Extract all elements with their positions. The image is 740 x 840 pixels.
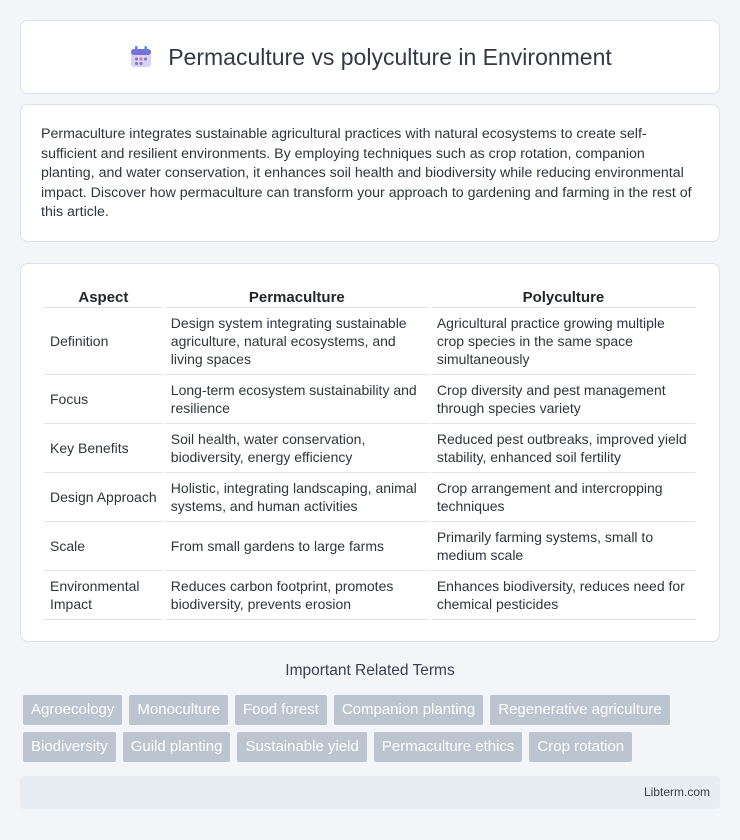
permaculture-cell: Design system integrating sustainable agriculture, natural ecosystems, and living spaces — [165, 308, 429, 375]
comparison-card — [20, 263, 720, 642]
table-row — [44, 308, 696, 375]
polyculture-cell: Crop diversity and pest management through species variety — [431, 375, 696, 424]
table-header-row — [44, 285, 696, 308]
aspect-cell: Key Benefits — [44, 424, 163, 473]
page-title: Permaculture vs polyculture in Environment — [168, 43, 612, 70]
polyculture-cell: Reduced pest outbreaks, improved yield stability, enhanced soil fertility — [431, 424, 696, 473]
permaculture-cell: Reduces carbon footprint, promotes biodiversity, prevents erosion — [165, 571, 429, 620]
permaculture-cell: From small gardens to large farms — [165, 522, 429, 571]
tag-crop-rotation[interactable]: Crop rotation — [529, 732, 632, 762]
polyculture-cell: Crop arrangement and intercropping techniques — [431, 473, 696, 522]
column-header-polyculture: Polyculture — [431, 285, 696, 308]
tag-row — [23, 695, 723, 725]
tag-sustainable-yield[interactable]: Sustainable yield — [237, 732, 366, 762]
table-row — [44, 473, 696, 522]
related-terms-title: Important Related Terms — [285, 662, 455, 679]
tag-regenerative-agriculture[interactable]: Regenerative agriculture — [490, 695, 669, 725]
tag-permaculture-ethics[interactable]: Permaculture ethics — [374, 732, 523, 762]
comparison-table — [42, 285, 698, 620]
polyculture-cell: Agricultural practice growing multiple crop species in the same space simultaneously — [431, 308, 696, 375]
tag-companion-planting[interactable]: Companion planting — [334, 695, 483, 725]
aspect-cell: Definition — [44, 308, 163, 375]
permaculture-cell: Holistic, integrating landscaping, animal systems, and human activities — [165, 473, 429, 522]
polyculture-cell: Primarily farming systems, small to medium scale — [431, 522, 696, 571]
tag-row — [23, 732, 723, 762]
permaculture-cell: Long-term ecosystem sustainability and resilience — [165, 375, 429, 424]
tag-guild-planting[interactable]: Guild planting — [123, 732, 231, 762]
column-header-permaculture: Permaculture — [165, 285, 429, 308]
header-card — [20, 20, 720, 94]
tag-monoculture[interactable]: Monoculture — [129, 695, 228, 725]
column-header-aspect: Aspect — [44, 285, 163, 308]
aspect-cell: Scale — [44, 522, 163, 571]
permaculture-cell: Soil health, water conservation, biodiversity, energy efficiency — [165, 424, 429, 473]
tag-agroecology[interactable]: Agroecology — [23, 695, 122, 725]
table-row — [44, 522, 696, 571]
table-row — [44, 571, 696, 620]
table-row — [44, 375, 696, 424]
aspect-cell: Focus — [44, 375, 163, 424]
tag-food-forest[interactable]: Food forest — [235, 695, 327, 725]
intro-text: Permaculture integrates sustainable agricultural practices with natural ecosystems to create self-sufficient and resilient environments. By employing techniques such as crop rotation, companion planting, and water conservation, it enhances soil health and biodiversity while reducing environmental impact. Discover how permaculture can transform your approach to gardening and farming in the rest of this article. — [41, 126, 692, 220]
footer — [20, 776, 720, 809]
intro-card — [20, 104, 720, 242]
polyculture-cell: Enhances biodiversity, reduces need for chemical pesticides — [431, 571, 696, 620]
footer-site-link[interactable]: Libterm.com — [643, 785, 710, 799]
tag-biodiversity[interactable]: Biodiversity — [23, 732, 116, 762]
table-row — [44, 424, 696, 473]
calendar-icon — [128, 44, 154, 70]
aspect-cell: Environmental Impact — [44, 571, 163, 620]
related-terms-list — [23, 695, 723, 769]
aspect-cell: Design Approach — [44, 473, 163, 522]
